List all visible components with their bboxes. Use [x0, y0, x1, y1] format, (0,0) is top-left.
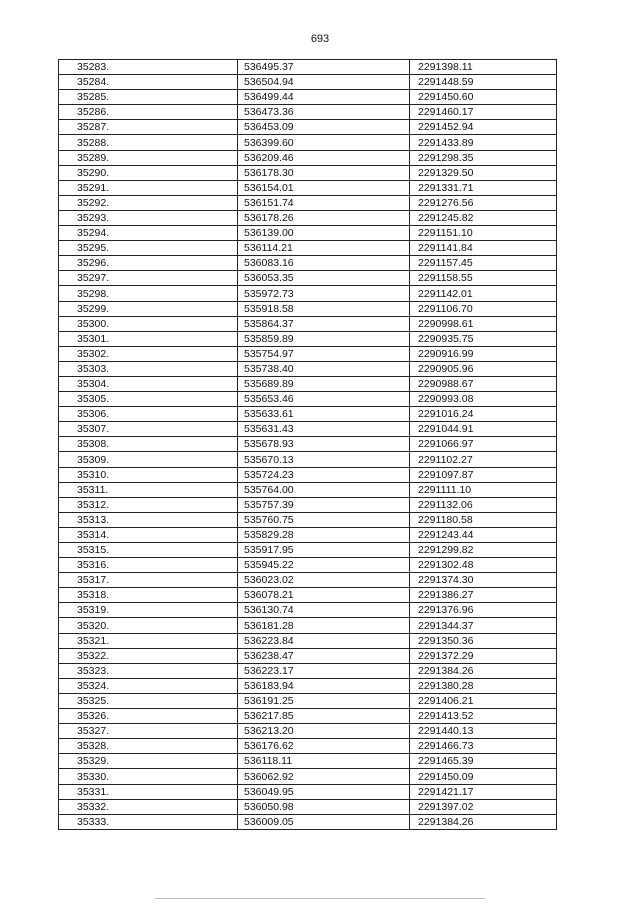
point-id-cell: 35300.	[59, 316, 238, 331]
x-coordinate-cell: 535754.97	[238, 346, 410, 361]
point-id-cell: 35322.	[59, 648, 238, 663]
x-coordinate-cell: 536191.25	[238, 693, 410, 708]
x-coordinate-cell: 535945.22	[238, 558, 410, 573]
point-id-cell: 35292.	[59, 195, 238, 210]
point-id-cell: 35290.	[59, 165, 238, 180]
x-coordinate-cell: 536181.28	[238, 618, 410, 633]
x-coordinate-cell: 535864.37	[238, 316, 410, 331]
table-row	[59, 210, 557, 225]
x-coordinate-cell: 536209.46	[238, 150, 410, 165]
x-coordinate-cell: 535859.89	[238, 331, 410, 346]
point-id-cell: 35309.	[59, 452, 238, 467]
x-coordinate-cell: 536238.47	[238, 648, 410, 663]
point-id-cell: 35326.	[59, 709, 238, 724]
table-row	[59, 663, 557, 678]
x-coordinate-cell: 535917.95	[238, 543, 410, 558]
point-id-cell: 35286.	[59, 105, 238, 120]
y-coordinate-cell: 2291151.10	[410, 226, 557, 241]
table-row	[59, 180, 557, 195]
table-row	[59, 407, 557, 422]
point-id-cell: 35305.	[59, 392, 238, 407]
y-coordinate-cell: 2291344.37	[410, 618, 557, 633]
y-coordinate-cell: 2291299.82	[410, 543, 557, 558]
x-coordinate-cell: 535918.58	[238, 301, 410, 316]
y-coordinate-cell: 2291421.17	[410, 784, 557, 799]
point-id-cell: 35330.	[59, 769, 238, 784]
coordinate-table	[58, 59, 557, 830]
table-row	[59, 376, 557, 391]
y-coordinate-cell: 2290935.75	[410, 331, 557, 346]
point-id-cell: 35303.	[59, 361, 238, 376]
y-coordinate-cell: 2291157.45	[410, 256, 557, 271]
y-coordinate-cell: 2291406.21	[410, 693, 557, 708]
point-id-cell: 35310.	[59, 467, 238, 482]
table-row	[59, 784, 557, 799]
x-coordinate-cell: 536178.30	[238, 165, 410, 180]
x-coordinate-cell: 536473.36	[238, 105, 410, 120]
point-id-cell: 35320.	[59, 618, 238, 633]
table-row	[59, 241, 557, 256]
point-id-cell: 35308.	[59, 437, 238, 452]
table-row	[59, 814, 557, 829]
x-coordinate-cell: 535689.89	[238, 376, 410, 391]
x-coordinate-cell: 535633.61	[238, 407, 410, 422]
point-id-cell: 35283.	[59, 60, 238, 75]
point-id-cell: 35307.	[59, 422, 238, 437]
x-coordinate-cell: 535764.00	[238, 482, 410, 497]
y-coordinate-cell: 2291452.94	[410, 120, 557, 135]
point-id-cell: 35294.	[59, 226, 238, 241]
x-coordinate-cell: 536050.98	[238, 799, 410, 814]
table-row	[59, 724, 557, 739]
x-coordinate-cell: 535724.23	[238, 467, 410, 482]
x-coordinate-cell: 536223.84	[238, 633, 410, 648]
table-row	[59, 331, 557, 346]
point-id-cell: 35299.	[59, 301, 238, 316]
x-coordinate-cell: 535738.40	[238, 361, 410, 376]
table-row	[59, 437, 557, 452]
point-id-cell: 35327.	[59, 724, 238, 739]
y-coordinate-cell: 2291158.55	[410, 271, 557, 286]
y-coordinate-cell: 2291386.27	[410, 588, 557, 603]
y-coordinate-cell: 2291376.96	[410, 603, 557, 618]
y-coordinate-cell: 2291106.70	[410, 301, 557, 316]
x-coordinate-cell: 536023.02	[238, 573, 410, 588]
point-id-cell: 35329.	[59, 754, 238, 769]
point-id-cell: 35318.	[59, 588, 238, 603]
point-id-cell: 35332.	[59, 799, 238, 814]
bottom-rule	[155, 898, 485, 899]
table-row	[59, 799, 557, 814]
table-row	[59, 195, 557, 210]
x-coordinate-cell: 535757.39	[238, 497, 410, 512]
y-coordinate-cell: 2291276.56	[410, 195, 557, 210]
point-id-cell: 35287.	[59, 120, 238, 135]
table-row	[59, 256, 557, 271]
y-coordinate-cell: 2291016.24	[410, 407, 557, 422]
point-id-cell: 35284.	[59, 75, 238, 90]
point-id-cell: 35301.	[59, 331, 238, 346]
point-id-cell: 35297.	[59, 271, 238, 286]
table-row	[59, 573, 557, 588]
x-coordinate-cell: 536499.44	[238, 90, 410, 105]
table-row	[59, 482, 557, 497]
x-coordinate-cell: 536178.26	[238, 210, 410, 225]
table-row	[59, 271, 557, 286]
x-coordinate-cell: 536183.94	[238, 678, 410, 693]
y-coordinate-cell: 2291448.59	[410, 75, 557, 90]
y-coordinate-cell: 2290988.67	[410, 376, 557, 391]
y-coordinate-cell: 2291372.29	[410, 648, 557, 663]
y-coordinate-cell: 2291044.91	[410, 422, 557, 437]
x-coordinate-cell: 536504.94	[238, 75, 410, 90]
point-id-cell: 35306.	[59, 407, 238, 422]
point-id-cell: 35319.	[59, 603, 238, 618]
point-id-cell: 35291.	[59, 180, 238, 195]
table-row	[59, 105, 557, 120]
y-coordinate-cell: 2291440.13	[410, 724, 557, 739]
table-row	[59, 633, 557, 648]
x-coordinate-cell: 536053.35	[238, 271, 410, 286]
y-coordinate-cell: 2291465.39	[410, 754, 557, 769]
coordinate-table-body	[59, 60, 557, 830]
y-coordinate-cell: 2291433.89	[410, 135, 557, 150]
point-id-cell: 35328.	[59, 739, 238, 754]
table-row	[59, 512, 557, 527]
table-row	[59, 693, 557, 708]
y-coordinate-cell: 2290993.08	[410, 392, 557, 407]
x-coordinate-cell: 535631.43	[238, 422, 410, 437]
table-row	[59, 90, 557, 105]
table-row	[59, 452, 557, 467]
y-coordinate-cell: 2291180.58	[410, 512, 557, 527]
x-coordinate-cell: 536495.37	[238, 60, 410, 75]
y-coordinate-cell: 2291466.73	[410, 739, 557, 754]
x-coordinate-cell: 536114.21	[238, 241, 410, 256]
point-id-cell: 35324.	[59, 678, 238, 693]
x-coordinate-cell: 536130.74	[238, 603, 410, 618]
y-coordinate-cell: 2291066.97	[410, 437, 557, 452]
x-coordinate-cell: 535678.93	[238, 437, 410, 452]
table-row	[59, 588, 557, 603]
point-id-cell: 35288.	[59, 135, 238, 150]
point-id-cell: 35317.	[59, 573, 238, 588]
y-coordinate-cell: 2291329.50	[410, 165, 557, 180]
table-row	[59, 527, 557, 542]
point-id-cell: 35298.	[59, 286, 238, 301]
y-coordinate-cell: 2291374.30	[410, 573, 557, 588]
table-row	[59, 754, 557, 769]
point-id-cell: 35321.	[59, 633, 238, 648]
y-coordinate-cell: 2291243.44	[410, 527, 557, 542]
table-row	[59, 769, 557, 784]
table-row	[59, 135, 557, 150]
table-row	[59, 648, 557, 663]
table-row	[59, 75, 557, 90]
y-coordinate-cell: 2291397.02	[410, 799, 557, 814]
y-coordinate-cell: 2291132.06	[410, 497, 557, 512]
table-row	[59, 286, 557, 301]
table-row	[59, 392, 557, 407]
x-coordinate-cell: 535829.28	[238, 527, 410, 542]
point-id-cell: 35312.	[59, 497, 238, 512]
y-coordinate-cell: 2291450.60	[410, 90, 557, 105]
x-coordinate-cell: 536154.01	[238, 180, 410, 195]
point-id-cell: 35333.	[59, 814, 238, 829]
table-row	[59, 467, 557, 482]
y-coordinate-cell: 2291298.35	[410, 150, 557, 165]
table-row	[59, 346, 557, 361]
y-coordinate-cell: 2291331.71	[410, 180, 557, 195]
table-row	[59, 226, 557, 241]
table-row	[59, 709, 557, 724]
x-coordinate-cell: 536176.62	[238, 739, 410, 754]
x-coordinate-cell: 536062.92	[238, 769, 410, 784]
x-coordinate-cell: 536083.16	[238, 256, 410, 271]
y-coordinate-cell: 2291413.52	[410, 709, 557, 724]
x-coordinate-cell: 536217.85	[238, 709, 410, 724]
table-row	[59, 678, 557, 693]
y-coordinate-cell: 2291111.10	[410, 482, 557, 497]
x-coordinate-cell: 536139.00	[238, 226, 410, 241]
point-id-cell: 35285.	[59, 90, 238, 105]
x-coordinate-cell: 536453.09	[238, 120, 410, 135]
x-coordinate-cell: 535653.46	[238, 392, 410, 407]
y-coordinate-cell: 2291245.82	[410, 210, 557, 225]
table-row	[59, 316, 557, 331]
point-id-cell: 35313.	[59, 512, 238, 527]
point-id-cell: 35316.	[59, 558, 238, 573]
point-id-cell: 35331.	[59, 784, 238, 799]
y-coordinate-cell: 2291384.26	[410, 663, 557, 678]
page-number: 693	[310, 33, 330, 45]
table-row	[59, 120, 557, 135]
y-coordinate-cell: 2290905.96	[410, 361, 557, 376]
y-coordinate-cell: 2291142.01	[410, 286, 557, 301]
table-row	[59, 558, 557, 573]
table-row	[59, 618, 557, 633]
y-coordinate-cell: 2291380.28	[410, 678, 557, 693]
point-id-cell: 35293.	[59, 210, 238, 225]
table-row	[59, 60, 557, 75]
table-row	[59, 422, 557, 437]
table-row	[59, 150, 557, 165]
x-coordinate-cell: 536118.11	[238, 754, 410, 769]
y-coordinate-cell: 2291450.09	[410, 769, 557, 784]
x-coordinate-cell: 536399.60	[238, 135, 410, 150]
y-coordinate-cell: 2291384.26	[410, 814, 557, 829]
x-coordinate-cell: 536049.95	[238, 784, 410, 799]
y-coordinate-cell: 2291460.17	[410, 105, 557, 120]
y-coordinate-cell: 2291302.48	[410, 558, 557, 573]
table-row	[59, 739, 557, 754]
x-coordinate-cell: 536151.74	[238, 195, 410, 210]
table-row	[59, 361, 557, 376]
point-id-cell: 35289.	[59, 150, 238, 165]
x-coordinate-cell: 536009.05	[238, 814, 410, 829]
x-coordinate-cell: 535670.13	[238, 452, 410, 467]
table-row	[59, 603, 557, 618]
point-id-cell: 35302.	[59, 346, 238, 361]
point-id-cell: 35323.	[59, 663, 238, 678]
x-coordinate-cell: 536223.17	[238, 663, 410, 678]
point-id-cell: 35296.	[59, 256, 238, 271]
table-row	[59, 543, 557, 558]
x-coordinate-cell: 536078.21	[238, 588, 410, 603]
y-coordinate-cell: 2291141.84	[410, 241, 557, 256]
x-coordinate-cell: 536213.20	[238, 724, 410, 739]
point-id-cell: 35325.	[59, 693, 238, 708]
x-coordinate-cell: 535760.75	[238, 512, 410, 527]
table-row	[59, 301, 557, 316]
point-id-cell: 35315.	[59, 543, 238, 558]
y-coordinate-cell: 2291097.87	[410, 467, 557, 482]
point-id-cell: 35304.	[59, 376, 238, 391]
point-id-cell: 35311.	[59, 482, 238, 497]
y-coordinate-cell: 2291398.11	[410, 60, 557, 75]
y-coordinate-cell: 2291350.36	[410, 633, 557, 648]
y-coordinate-cell: 2290998.61	[410, 316, 557, 331]
y-coordinate-cell: 2291102.27	[410, 452, 557, 467]
point-id-cell: 35314.	[59, 527, 238, 542]
table-row	[59, 165, 557, 180]
y-coordinate-cell: 2290916.99	[410, 346, 557, 361]
table-row	[59, 497, 557, 512]
x-coordinate-cell: 535972.73	[238, 286, 410, 301]
point-id-cell: 35295.	[59, 241, 238, 256]
